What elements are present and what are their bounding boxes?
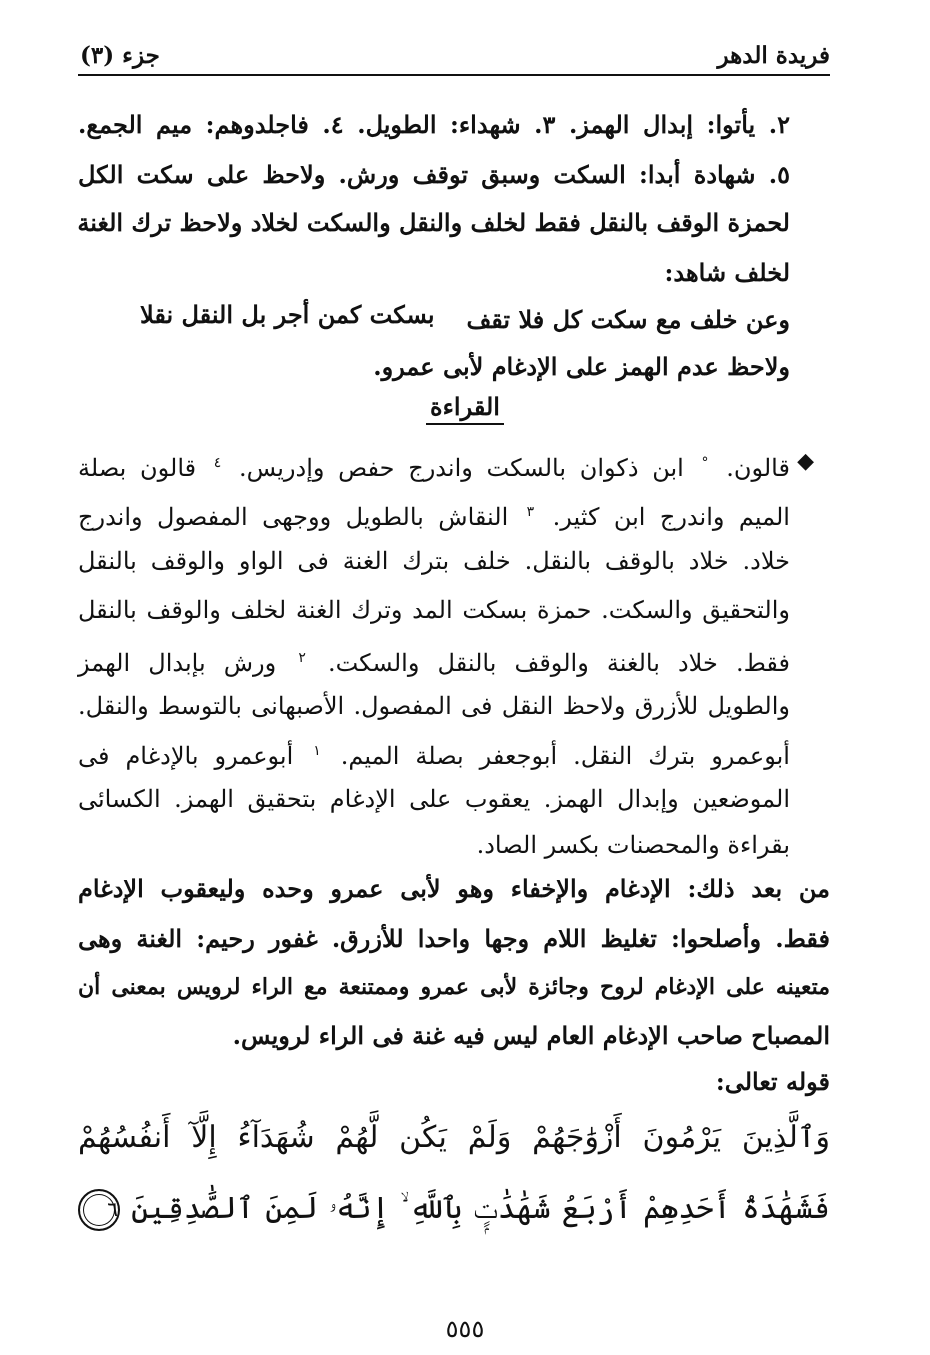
reading-line	[78, 641, 790, 680]
reading-line	[78, 495, 790, 534]
after-line: من بعد ذلك: الإدغام والإخفاء وهو لأبى عمرو وحده وليعقوب الإدغام	[78, 874, 830, 903]
note-line: لحمزة الوقف بالنقل فقط لخلف والنقل والسكت لخلاد ولاحظ ترك الغنة	[77, 208, 790, 237]
poem-left-hemistich: بسكت كمن أجر بل النقل نقلا	[140, 300, 435, 329]
reading-text: النقاش بالطويل ووجهى المفصول واندرج	[78, 503, 509, 531]
reading-text: ابن ذكوان بالسكت واندرج حفص وإدريس.	[239, 454, 684, 482]
reading-line: والطويل للأزرق ولاحظ النقل فى المفصول. الأصبهانى بالتوسط والنقل.	[78, 692, 790, 720]
reading-line	[78, 446, 790, 485]
book-title: فريدة الدهر	[717, 42, 830, 69]
footnote-marker: ٣	[526, 504, 535, 520]
after-line: قوله تعالى:	[715, 1067, 830, 1096]
after-line: فقط. وأصلحوا: تغليظ اللام وجها واحدا للأزرق. غفور رحيم: الغنة وهى	[78, 924, 830, 953]
after-line: المصباح صاحب الإدغام العام ليس فيه غنة فى الراء لرويس.	[232, 1021, 830, 1050]
reading-text: أبوعمرو بترك النقل. أبوجعفر بصلة الميم.	[340, 742, 790, 770]
note-line: ٥. شهادة أبدا: السكت وسبق توقف ورش. ولاحظ على سكت الكل	[78, 160, 790, 189]
part-label: جزء (٣)	[80, 42, 160, 69]
note-line: ٢. يأتوا: إبدال الهمز. ٣. شهداء: الطويل. ٤. فاجلدوهم: ميم الجمع.	[78, 110, 790, 139]
footnote-marker: °	[701, 455, 709, 471]
after-line: متعينه على الإدغام لروح وجائزة لأبى عمرو وممتنعة مع الراء لرويس بمعنى أن	[78, 974, 830, 1000]
note-line: لخلف شاهد:	[664, 258, 790, 287]
ayah-number-icon: ٦	[78, 1189, 120, 1231]
reading-line: خلاد. خلاد بالوقف بالنقل. خلف بترك الغنة فى الواو والوقف بالنقل	[78, 547, 790, 575]
reading-line: والتحقيق والسكت. حمزة بسكت المد وترك الغنة لخلف والوقف بالنقل	[78, 596, 790, 624]
footnote-marker: ٤	[213, 455, 222, 471]
reading-text: الميم واندرج ابن كثير.	[552, 503, 790, 531]
quran-verse-line	[78, 1186, 830, 1232]
reading-line: بقراءة والمحصنات بكسر الصاد.	[476, 831, 790, 859]
reading-text: فقط. خلاد بالغنة والوقف بالنقل والسكت.	[327, 649, 790, 677]
quran-verse-text: فَشَهَٰدَةُ أَحَدِهِمْ أَرْبَعُ شَهَٰدَٰتٍۭ بِٱللَّهِ ۙ إِنَّهُۥ لَمِنَ ٱلصَّٰدِقِينَ	[131, 1191, 830, 1226]
header-rule	[78, 74, 830, 76]
reading-line: الموضعين وإبدال الهمز. يعقوب على الإدغام بتحقيق الهمز. الكسائى	[78, 785, 790, 813]
footnote-marker: ١	[313, 743, 321, 759]
poem-follow-line: ولاحظ عدم الهمز على الإدغام لأبى عمرو.	[373, 352, 790, 381]
reading-line	[78, 734, 790, 773]
reading-text: قالون بصلة	[78, 454, 197, 482]
section-heading-text: القراءة	[426, 392, 504, 425]
footnote-marker: ٢	[298, 650, 306, 666]
section-heading	[0, 392, 930, 421]
reading-text: قالون.	[726, 454, 790, 482]
diamond-bullet-icon: ◆	[797, 449, 814, 474]
reading-text: أبوعمرو بالإدغام فى	[78, 742, 294, 770]
reading-text: ورش بإبدال الهمز	[78, 649, 277, 677]
quran-verse-line: وَٱلَّذِينَ يَرْمُونَ أَزْوَٰجَهُمْ وَلَمْ يَكُن لَّهُمْ شُهَدَآءُ إِلَّآ أَنفُسُهُمْ	[78, 1120, 830, 1155]
poem-right-hemistich: وعن خلف مع سكت كل فلا تقف	[466, 305, 790, 334]
page-header	[78, 36, 830, 76]
page-number: ٥٥٥	[445, 1315, 485, 1343]
